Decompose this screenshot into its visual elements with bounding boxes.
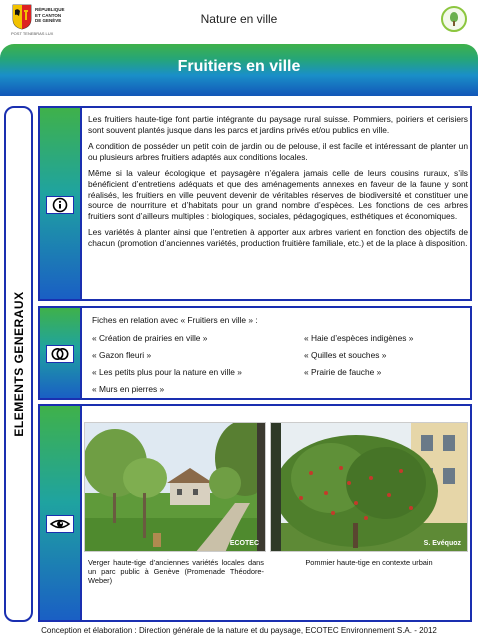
paragraph: Les fruitiers haute-tige font partie intégrante du paysage rural suisse. Pommiers, poiriers et cerisiers sont souvent plantés jusque dans les parcs et jardins privés et/ou publics en ville. [88,114,468,135]
photo-caption: Verger haute-tige d’anciennes variétés locales dans un parc public à Genève (Promenade Théodore-Weber) [88,558,264,586]
page-heading: Nature en ville [200,12,278,26]
page-header [0,0,478,42]
canton-name: RÉPUBLIQUE ET CANTON DE GENÈVE [35,7,65,23]
related-sheet-link[interactable]: « Gazon fleuri » [92,350,152,360]
photo-caption: Pommier haute-tige en contexte urbain [305,558,433,567]
paragraph: A condition de posséder un petit coin de jardin ou de pelouse, il est facile et intéressant de planter un ou plusieurs arbres fruitiers adaptés aux conditions locales. [88,141,468,162]
footer-credits: Conception et élaboration : Direction générale de la nature et du paysage, ECOTEC Environnement S.A. - 2012 [41,626,437,635]
related-sheet-link[interactable]: « Les petits plus pour la nature en ville » [92,367,242,377]
eye-icon [46,515,74,533]
related-sheet-link[interactable]: « Création de prairies en ville » [92,333,208,343]
related-sheets-panel [38,306,472,400]
apple-tree-photo [270,422,468,552]
photo-credit: ECOTEC [229,540,259,547]
intro-text [88,114,468,255]
info-icon [46,196,74,214]
photo-credit: S. Evéquoz [423,540,461,547]
paragraph: Les variétés à planter ainsi que l’entretien à apporter aux arbres varient en fonction des objectifs de chacun (promotion d’anciennes variétés, production fruitière familiale, etc.) et de la place à disposition. [88,227,468,248]
page-title: Fruitiers en ville [177,58,301,75]
linked-rings-icon [46,345,74,363]
related-sheets-intro: Fiches en relation avec « Fruitiers en ville » : [92,315,258,325]
photos-panel [38,404,472,622]
section-sidebar [4,106,33,622]
title-band [0,44,478,96]
canton-motto: POST TENEBRAS LUX [11,31,54,36]
related-sheet-link[interactable]: « Quilles et souches » [304,350,387,360]
paragraph: Même si la valeur écologique et paysagère n’égalera jamais celle de leurs cousins ruraux, s’ils bénéficient d’entretiens adéquats et que des aménagements annexes en faveur de la faune y sont réalisés, les fruitiers en ville peuvent devenir de véritables réserves de biodiversité et constituer une source de nourriture et d’habitats pour un grand nombre d’espèces. Les fonctions de ces arbres fruitiers sont d’ailleurs multiples : biologiques, sociales, pédagogiques, esthétiques et économiques. [88,168,468,221]
related-sheet-link[interactable]: « Murs en pierres » [92,384,165,394]
sidebar-label: ELEMENTS GENERAUX [11,291,26,437]
related-sheet-link[interactable]: « Haie d’espèces indigènes » [304,333,414,343]
orchard-photo [84,422,266,552]
related-sheet-link[interactable]: « Prairie de fauche » [304,367,382,377]
panel-gradient-strip [40,406,80,620]
nature-en-ville-logo [441,6,467,32]
intro-panel [38,106,472,301]
